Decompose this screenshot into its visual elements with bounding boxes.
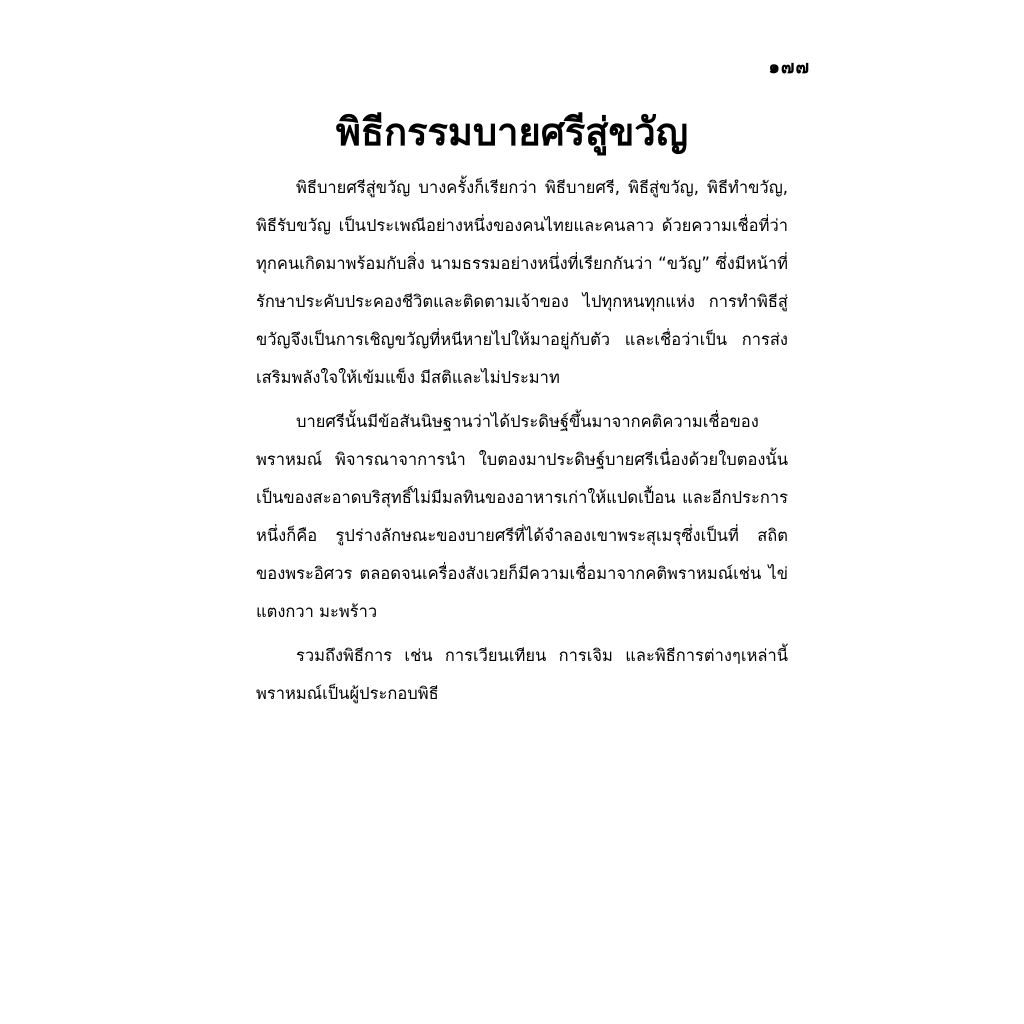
body-text <box>256 169 788 719</box>
paragraph-1: พิธีบายศรีสู่ขวัญ บางครั้งก็เรียกว่า พิธีบายศรี, พิธีสู่ขวัญ, พิธีทำขวัญ, พิธีรับขวัญ เป็นประเพณีอย่างหนึ่งของคนไทยและคนลาว ด้วยความเชื่อที่ว่าทุกคนเกิดมาพร้อมกับสิ่ง นามธรรมอย่างหนึ่งที่เรียกกันว่า “ขวัญ” ซึ่งมีหน้าที่รักษาประคับประคองชีวิตและติดตามเจ้าของ ไปทุกหนทุกแห่ง การทำพิธีสู่ขวัญจึงเป็นการเชิญขวัญที่หนีหายไปให้มาอยู่กับตัว และเชื่อว่าเป็น การส่งเสริมพลังใจให้เข้มแข็ง มีสติและไม่ประมาท <box>256 178 788 387</box>
paragraph-2: บายศรีนั้นมีข้อสันนิษฐานว่าได้ประดิษฐ์ขึ้นมาจากคติความเชื่อของพราหมณ์ พิจารณาจาการนำ ใบตองมาประดิษฐ์บายศรีเนื่องด้วยใบตองนั้นเป็นของสะอาดบริสุทธิ์ไม่มีมลทินของอาหารเก่าให้แปดเปื้อน และอีกประการหนึ่งก็คือ รูปร่างลักษณะของบายศรีที่ได้จำลองเขาพระสุเมรุซึ่งเป็นที่ สถิตของพระอิศวร ตลอดจนเครื่องสังเวยก็มีความเชื่อมาจากคติพราหมณ์เช่น ไข่ แตงกวา มะพร้าว <box>256 412 788 621</box>
page-number: ๑๗๗ <box>768 57 810 78</box>
paragraph-3: รวมถึงพิธีการ เช่น การเวียนเทียน การเจิม และพิธีการต่างๆเหล่านี้พราหมณ์เป็นผู้ประกอบพิธี <box>256 646 788 703</box>
page-title: พิธีกรรมบายศรีสู่ขวัญ <box>335 110 689 154</box>
